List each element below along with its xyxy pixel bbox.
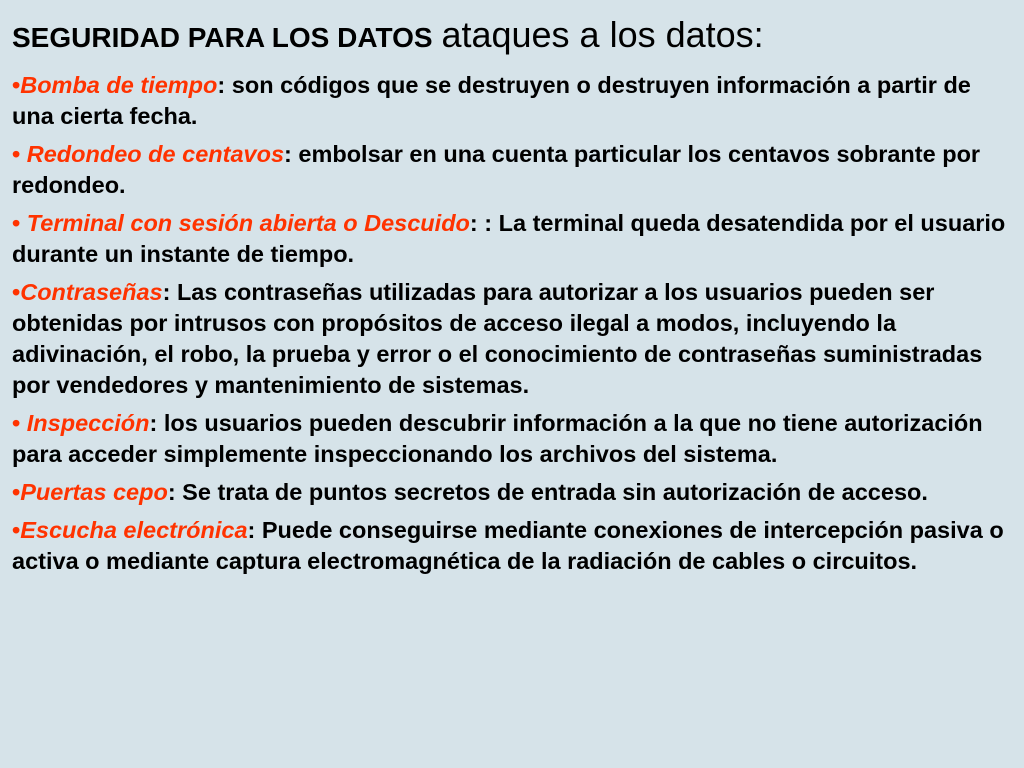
list-item-bomba-de-tiempo — [12, 70, 1010, 132]
slide-title — [12, 14, 1010, 70]
list-item-escucha-electronica — [12, 515, 1010, 577]
separator: : — [217, 72, 226, 98]
term: Terminal con sesión abierta o Descuido — [26, 210, 470, 236]
bullet-icon: • — [12, 410, 27, 436]
list-item-inspeccion — [12, 408, 1010, 470]
list-item-puertas-cepo — [12, 477, 1010, 508]
description: son códigos que se destruyen o destruyen información a partir de una cierta fecha. — [12, 72, 971, 129]
description: Puede conseguirse mediante conexiones de intercepción pasiva o activa o mediante captura electromagnética de la radiación de cables o circuitos. — [12, 517, 1004, 574]
bullet-icon: • — [12, 517, 21, 543]
bullet-icon: • — [12, 479, 21, 505]
title-main: SEGURIDAD PARA LOS DATOS — [12, 22, 433, 53]
term: Escucha electrónica — [20, 517, 248, 543]
description: Se trata de puntos secretos de entrada sin autorización de acceso. — [175, 479, 928, 505]
separator: : — [149, 410, 158, 436]
list-item-redondeo-de-centavos — [12, 139, 1010, 201]
bullet-icon: • — [12, 72, 21, 98]
separator: : — [247, 517, 256, 543]
list-item-terminal-descuido — [12, 208, 1010, 270]
separator: : — [284, 141, 292, 167]
term: Puertas cepo — [20, 479, 168, 505]
term: Redondeo de centavos — [26, 141, 285, 167]
bullet-list — [12, 70, 1010, 577]
description: embolsar en una cuenta particular los centavos sobrante por redondeo. — [12, 141, 981, 198]
description: : La terminal queda desatendida por el usuario durante un instante de tiempo. — [12, 210, 1006, 267]
term: Bomba de tiempo — [20, 72, 218, 98]
list-item-contrasenas — [12, 277, 1010, 401]
description: Las contraseñas utilizadas para autorizar a los usuarios pueden ser obtenidas por intrusos con propósitos de acceso ilegal a modos, incluyendo la adivinación, el robo, la prueba y error o el conocimiento de contraseñas suministradas por vendedores y mantenimiento de sistemas. — [12, 279, 983, 398]
separator: : — [469, 210, 478, 236]
separator: : — [162, 279, 171, 305]
bullet-icon: • — [12, 141, 27, 167]
bullet-icon: • — [12, 210, 27, 236]
description: los usuarios pueden descubrir información a la que no tiene autorización para acceder simplemente inspeccionando los archivos del sistema. — [12, 410, 983, 467]
separator: : — [167, 479, 176, 505]
term: Contraseñas — [20, 279, 163, 305]
title-subtitle: ataques a los datos: — [441, 14, 764, 55]
bullet-icon: • — [12, 279, 21, 305]
term: Inspección — [26, 410, 150, 436]
